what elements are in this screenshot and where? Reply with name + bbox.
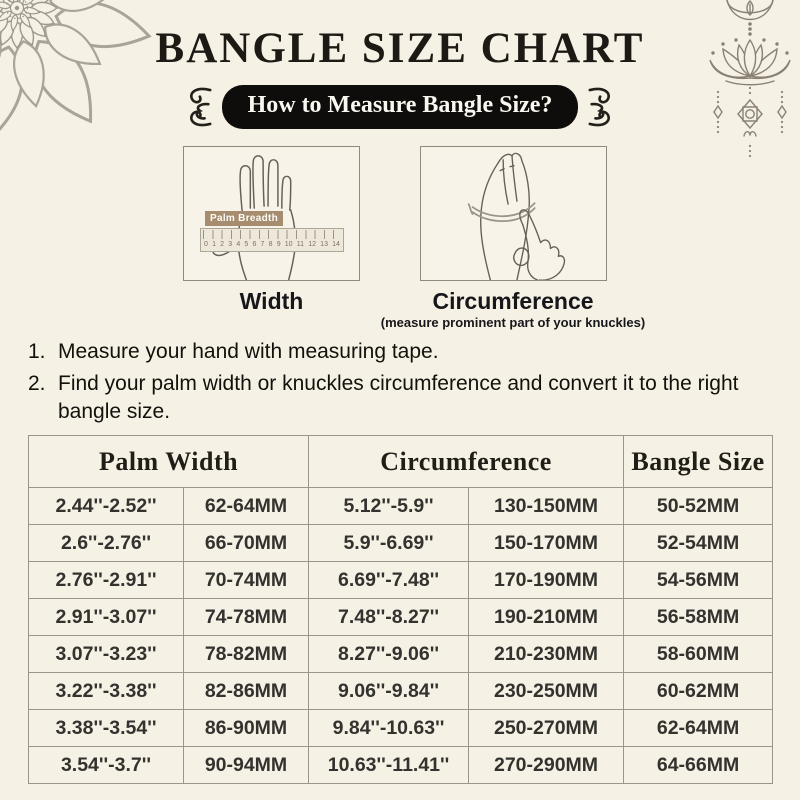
table-cell: 170-190MM [469, 562, 624, 599]
table-cell: 3.22''-3.38'' [29, 673, 184, 710]
table-header-row [29, 436, 773, 488]
table-cell: 90-94MM [184, 747, 309, 784]
page-title: BANGLE SIZE CHART [155, 25, 645, 72]
table-cell: 9.06''-9.84'' [309, 673, 469, 710]
table-row [29, 562, 773, 599]
table-cell: 2.76''-2.91'' [29, 562, 184, 599]
table-cell: 2.44''-2.52'' [29, 488, 184, 525]
ruler-number: 2 [220, 241, 225, 248]
ruler-strip [200, 228, 344, 252]
table-cell: 6.69''-7.48'' [309, 562, 469, 599]
swirl-left-icon [181, 85, 213, 129]
circumference-figure [420, 146, 607, 281]
table-cell: 2.91''-3.07'' [29, 599, 184, 636]
ruler-number: 12 [308, 241, 316, 248]
table-header-cell: Palm Width [29, 436, 309, 488]
table-row [29, 488, 773, 525]
instruction-item [28, 338, 744, 366]
table-cell: 270-290MM [469, 747, 624, 784]
ruler-number: 5 [244, 241, 249, 248]
ruler-number: 14 [332, 241, 340, 248]
width-figure [183, 146, 360, 281]
table-cell: 58-60MM [624, 636, 773, 673]
size-chart-table [28, 435, 773, 784]
table-cell: 130-150MM [469, 488, 624, 525]
table-cell: 78-82MM [184, 636, 309, 673]
ruler-number: 3 [228, 241, 233, 248]
table-cell: 3.38''-3.54'' [29, 710, 184, 747]
ruler-number: 4 [236, 241, 241, 248]
table-header-cell: Bangle Size [624, 436, 773, 488]
swirl-right-icon [587, 85, 619, 129]
table-header-cell: Circumference [309, 436, 624, 488]
table-cell: 7.48''-8.27'' [309, 599, 469, 636]
table-cell: 190-210MM [469, 599, 624, 636]
ruler-number: 13 [320, 241, 328, 248]
ruler-label: Palm Breadth [205, 211, 283, 226]
table-cell: 8.27''-9.06'' [309, 636, 469, 673]
instruction-number: 2. [28, 372, 46, 395]
instruction-text: Find your palm width or knuckles circumference and convert it to the right bangle size. [58, 372, 739, 423]
table-cell: 56-58MM [624, 599, 773, 636]
table-cell: 5.12''-5.9'' [309, 488, 469, 525]
ruler-number: 8 [268, 241, 273, 248]
instruction-text: Measure your hand with measuring tape. [58, 340, 439, 363]
table-cell: 62-64MM [184, 488, 309, 525]
table-row [29, 747, 773, 784]
table-row [29, 525, 773, 562]
table-cell: 52-54MM [624, 525, 773, 562]
hand-circumference-icon [421, 147, 606, 280]
table-row [29, 673, 773, 710]
table-cell: 86-90MM [184, 710, 309, 747]
ruler-ticks [203, 230, 341, 239]
table-cell: 60-62MM [624, 673, 773, 710]
table-cell: 50-52MM [624, 488, 773, 525]
table-cell: 54-56MM [624, 562, 773, 599]
instructions [28, 338, 744, 430]
ruler [200, 211, 344, 253]
ruler-numbers [201, 240, 343, 249]
table-row [29, 710, 773, 747]
table-cell: 210-230MM [469, 636, 624, 673]
ruler-number: 6 [252, 241, 257, 248]
ruler-number: 11 [296, 241, 305, 248]
table-cell: 150-170MM [469, 525, 624, 562]
how-to-measure-button[interactable]: How to Measure Bangle Size? [222, 85, 579, 129]
ruler-number: 9 [276, 241, 281, 248]
pill-row [0, 85, 800, 129]
table-row [29, 636, 773, 673]
table-cell: 5.9''-6.69'' [309, 525, 469, 562]
table-cell: 70-74MM [184, 562, 309, 599]
table-cell: 66-70MM [184, 525, 309, 562]
ruler-number: 0 [204, 241, 208, 248]
table-cell: 230-250MM [469, 673, 624, 710]
table-cell: 250-270MM [469, 710, 624, 747]
table-cell: 9.84''-10.63'' [309, 710, 469, 747]
table-cell: 2.6''-2.76'' [29, 525, 184, 562]
table-row [29, 599, 773, 636]
table-cell: 82-86MM [184, 673, 309, 710]
circumference-note: (measure prominent part of your knuckles) [380, 315, 646, 330]
table-cell: 3.54''-3.7'' [29, 747, 184, 784]
instruction-number: 1. [28, 340, 46, 363]
ruler-number: 10 [284, 241, 293, 248]
table-cell: 74-78MM [184, 599, 309, 636]
ruler-number: 1 [212, 241, 216, 248]
width-label: Width [239, 288, 304, 314]
table-cell: 64-66MM [624, 747, 773, 784]
circumference-label: Circumference [432, 288, 594, 314]
table-cell: 3.07''-3.23'' [29, 636, 184, 673]
instruction-item [28, 370, 744, 426]
table-cell: 10.63''-11.41'' [309, 747, 469, 784]
ruler-number: 7 [260, 241, 265, 248]
table-cell: 62-64MM [624, 710, 773, 747]
